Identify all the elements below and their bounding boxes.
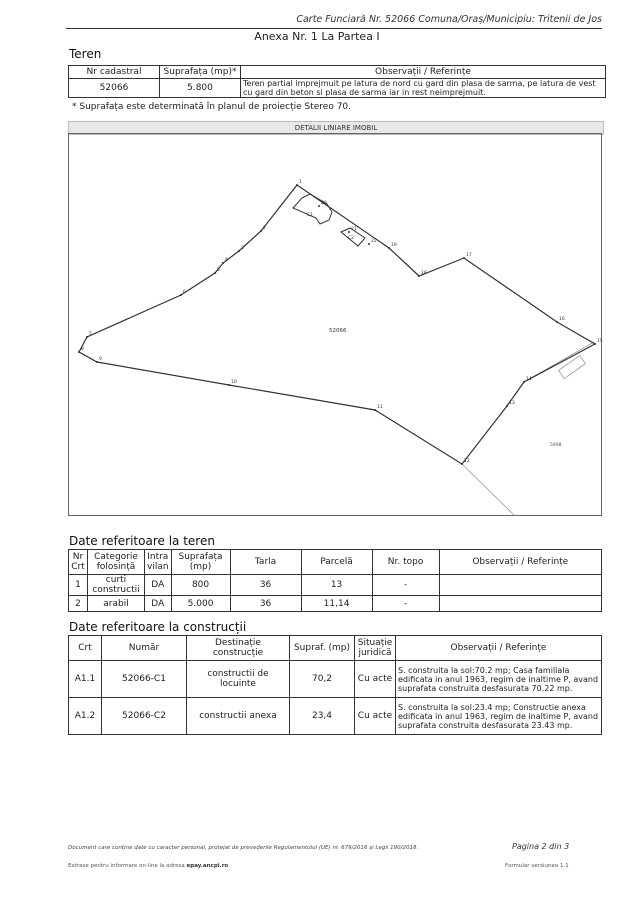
cell-topo: - — [372, 575, 439, 596]
surface-note: * Suprafața este determinată în planul de proiecție Stereo 70. — [72, 102, 352, 112]
cell-crt: A1.2 — [69, 698, 102, 735]
cell-crt: 1 — [69, 575, 88, 596]
col-suprafata: Suprafața (mp) — [171, 550, 230, 575]
cell-crt: 2 — [69, 596, 88, 612]
col-nr-crt: Nr Crt — [69, 550, 88, 575]
vertex-point — [523, 381, 525, 383]
col-nr-cadastral: Nr cadastral — [69, 66, 160, 79]
col-tarla: Tarla — [230, 550, 301, 575]
vertex-label: 5 — [217, 268, 220, 273]
cell-situatie: Cu acte — [355, 661, 396, 698]
header-divider — [66, 28, 602, 29]
parcel-boundary — [79, 185, 595, 464]
vertex-point — [180, 294, 182, 296]
cell-topo: - — [372, 596, 439, 612]
vertex-point — [296, 184, 298, 186]
cell-intra: DA — [145, 575, 172, 596]
vertex-point — [86, 336, 88, 338]
col-observatii: Observații / Referințe — [241, 66, 606, 79]
neighbor-label: 5998 — [550, 443, 562, 448]
vertex-point — [228, 384, 230, 386]
footer-disclaimer: Document care conține date cu caracter personal, protejat de prevederile Regulamentului (UE) nr. 679/2016 și Legii 190/2018. — [68, 845, 419, 851]
vertex-point — [463, 257, 465, 259]
vertex-label: 17 — [466, 253, 472, 258]
cadastral-plan — [68, 133, 602, 516]
col-situatie: Situație juridică — [355, 636, 396, 661]
vertex-label: 21 — [351, 227, 357, 232]
table-row — [69, 661, 602, 698]
nr-cadastral-value: 52066 — [69, 79, 160, 98]
cell-obs: S. construita la sol:70.2 mp; Casa familiala edificata in anul 1963, regim de inaltime P, avand suprafata construita desfasurata 70.22 mp. — [396, 661, 602, 698]
cell-numar: 52066-C2 — [102, 698, 187, 735]
col-crt: Crt — [69, 636, 102, 661]
vertex-point — [594, 343, 596, 345]
vertex-point — [238, 250, 240, 252]
col-destinatie: Destinație construcție — [187, 636, 290, 661]
vertex-point — [388, 247, 390, 249]
col-observatii: Observații / Referințe — [396, 636, 602, 661]
vertex-label: 8 — [81, 347, 84, 352]
vertex-point — [556, 321, 558, 323]
table-row — [69, 596, 602, 612]
plan-title-bar: DETALII LINIARE IMOBIL — [68, 121, 604, 135]
col-observatii: Observații / Referințe — [439, 550, 601, 575]
vertex-label: 7 — [89, 332, 92, 337]
cell-obs — [439, 596, 601, 612]
page-number: Pagina 2 din 3 — [512, 842, 570, 851]
cell-destinatie: constructii de locuinte — [187, 661, 290, 698]
form-version: Formular versiunea 1.1 — [505, 863, 569, 869]
vertex-label: 3 — [241, 246, 244, 251]
vertex-label: 22 — [371, 239, 377, 244]
vertex-label: 13 — [509, 401, 515, 406]
vertex-point — [348, 231, 350, 233]
cell-suprafata: 800 — [171, 575, 230, 596]
table-row — [69, 575, 602, 596]
plan-drawing — [69, 134, 601, 515]
neighbor-building — [558, 355, 585, 378]
parcel-label: 52066 — [329, 328, 347, 334]
cell-tarla: 36 — [230, 596, 301, 612]
cell-obs: S. construita la sol:23.4 mp; Constructie anexa edificata in anul 1963, regim de inaltime P, avand suprafata construita desfasurata 23.43 mp. — [396, 698, 602, 735]
cell-tarla: 36 — [230, 575, 301, 596]
vertex-label: 19 — [391, 243, 397, 248]
col-numar: Număr — [102, 636, 187, 661]
vertex-label: 9 — [99, 357, 102, 362]
col-nr-topo: Nr. topo — [372, 550, 439, 575]
col-suprafata: Supraf. (mp) — [290, 636, 355, 661]
cell-categorie: curti constructii — [88, 575, 145, 596]
cell-suprafata: 5.000 — [171, 596, 230, 612]
vertex-label: 14 — [526, 377, 532, 382]
teren-section-title: Teren — [69, 47, 102, 61]
suprafata-value: 5.800 — [160, 79, 241, 98]
cell-parcela: 13 — [301, 575, 372, 596]
cell-crt: A1.1 — [69, 661, 102, 698]
vertex-point — [78, 351, 80, 353]
footer-extract — [68, 863, 228, 869]
building-label-c1: C1 — [307, 213, 314, 218]
vertex-label: 2 — [263, 226, 266, 231]
teren-table — [68, 65, 606, 98]
date-constructii-title: Date referitoare la construcții — [69, 620, 247, 634]
vertex-point — [368, 243, 370, 245]
vertex-point — [318, 205, 320, 207]
vertex-label: 20 — [321, 201, 327, 206]
vertex-label: 16 — [559, 317, 565, 322]
vertex-label: 1 — [299, 180, 302, 185]
cell-parcela: 11,14 — [301, 596, 372, 612]
document-header: Carte Funciară Nr. 52066 Comuna/Oraș/Municipiu: Tritenii de Jos — [296, 14, 602, 25]
vertex-point — [222, 262, 224, 264]
vertex-point — [374, 409, 376, 411]
col-categorie: Categorie folosință — [88, 550, 145, 575]
vertex-point — [214, 272, 216, 274]
table-row — [69, 698, 602, 735]
cell-destinatie: constructii anexa — [187, 698, 290, 735]
cell-intra: DA — [145, 596, 172, 612]
cell-categorie: arabil — [88, 596, 145, 612]
date-constructii-table — [68, 635, 602, 735]
cell-supraf: 23,4 — [290, 698, 355, 735]
vertex-point — [96, 361, 98, 363]
vertex-label: 4 — [225, 258, 228, 263]
vertex-point — [418, 275, 420, 277]
building-c1 — [293, 194, 332, 224]
vertex-label: 18 — [421, 271, 427, 276]
col-intravilan: Intra vilan — [145, 550, 172, 575]
cell-obs — [439, 575, 601, 596]
vertex-label: 11 — [377, 405, 383, 410]
observatii-value: Teren partial imprejmuit pe latura de nord cu gard din plasa de sarma, pe latura de vest cu gard din beton si plasa de sarma iar in rest neimprejmuit. — [241, 79, 606, 98]
extract-prefix: Extrase pentru informare on-line la adresa — [68, 863, 185, 869]
vertex-point — [506, 405, 508, 407]
date-teren-title: Date referitoare la teren — [69, 534, 215, 548]
cell-situatie: Cu acte — [355, 698, 396, 735]
vertex-point — [260, 230, 262, 232]
cell-supraf: 70,2 — [290, 661, 355, 698]
extract-link[interactable]: epay.ancpi.ro — [186, 863, 229, 869]
vertex-label: 10 — [231, 380, 237, 385]
annex-title: Anexa Nr. 1 La Partea I — [254, 30, 380, 43]
col-suprafata: Suprafața (mp)* — [160, 66, 241, 79]
vertex-label: 12 — [464, 459, 470, 464]
vertex-label: 15 — [597, 339, 603, 344]
neighbor-boundary-line — [462, 464, 514, 515]
col-parcela: Parcelă — [301, 550, 372, 575]
date-teren-table — [68, 549, 602, 612]
vertex-point — [461, 463, 463, 465]
building-label-c2: C2 — [348, 236, 355, 241]
cell-numar: 52066-C1 — [102, 661, 187, 698]
vertex-label: 6 — [183, 290, 186, 295]
